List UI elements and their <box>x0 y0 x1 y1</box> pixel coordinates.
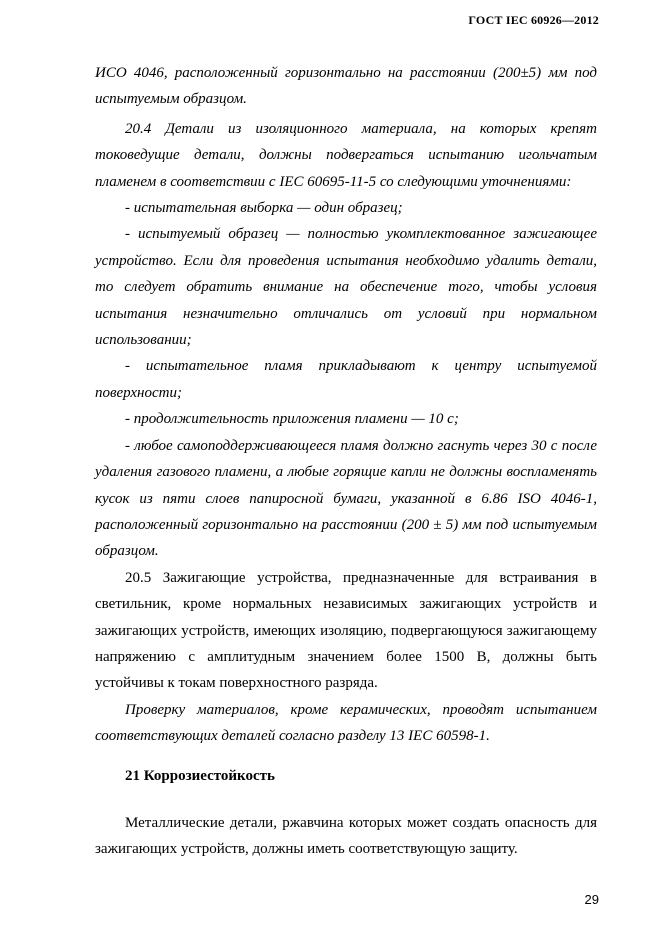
list-item-duration: - продолжительность приложения пламени — 10 с; <box>125 411 459 428</box>
page-number: 29 <box>584 892 599 907</box>
list-item-test-flame: - испытательное пламя прикладывают к центру испытуемой поверхности; <box>95 358 597 401</box>
paragraph-20-4: 20.4 Детали из изоляционного материала, на которых крепят токоведущие детали, должны подвергаться испытанию игольчатым пламенем в соответствии с IEC 60695-11-5 со следующими уточнениями: <box>95 120 597 190</box>
section-heading-corrosion: 21 Коррозиестойкость <box>125 767 275 784</box>
page-header-standard-title: ГОСТ IEC 60926—2012 <box>468 13 599 27</box>
paragraph-materials-check: Проверку материалов, кроме керамических, проводят испытанием соответствующих деталей согласно разделу 13 IEC 60598-1. <box>95 701 597 745</box>
document-body <box>95 60 597 862</box>
list-item-test-specimen: - испытуемый образец — полностью укомплектованное зажигающее устройство. Если для проведения испытания необходимо удалить детали, то следует обратить внимание на обеспечение того, чтобы условия испытания незначительно отличались от условий при нормальном использовании; <box>95 226 597 349</box>
paragraph-20-5: 20.5 Зажигающие устройства, предназначенные для встраивания в светильник, кроме нормальных независимых зажигающих устройств и зажигающих устройств, имеющих изоляцию, подвергающуюся зажигающему напряжению с амплитудным значением более 1500 В, должны быть устойчивы к токам поверхностного разряда. <box>95 569 597 692</box>
list-item-sample: - испытательная выборка — один образец; <box>125 200 403 217</box>
paragraph-corrosion-protection: Металлические детали, ржавчина которых может создать опасность для зажигающих устройств, должны иметь соответствующую защиту. <box>95 814 597 857</box>
paragraph-iso-4046-continuation: ИСО 4046, расположенный горизонтально на расстоянии (200±5) мм под испытуемым образцом. <box>95 65 597 108</box>
list-item-self-sustaining-flame: - любое самоподдерживающееся пламя должно гаснуть через 30 с после удаления газового пламени, а любые горящие капли не должны воспламенять кусок из пяти слоев папиросной бумаги, указанной в 6.86 ISO 4046-1, расположенный горизонтально на расстоянии (200 ± 5) мм под испытуемым образцом. <box>95 437 597 560</box>
